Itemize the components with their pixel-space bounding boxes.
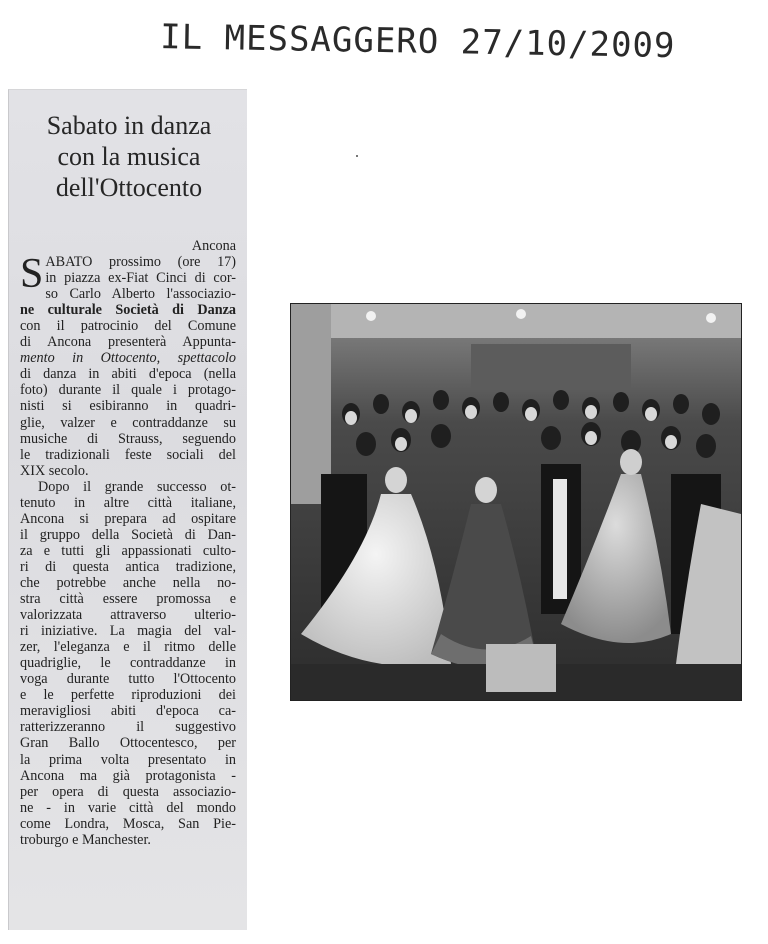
article-line: ne culturale Società di Danza [20, 302, 236, 319]
paper-speck [356, 155, 358, 157]
ceiling-light [516, 309, 526, 319]
article-line: con il patrocinio del Comune [20, 318, 236, 335]
article-headline [18, 110, 240, 203]
headline-line-1: Sabato in danza [46, 111, 212, 140]
headline-line-2: con la musica [57, 142, 201, 171]
article-line: per opera di questa associazio- [20, 783, 236, 800]
article-line: ABATO prossimo (ore 17) [45, 254, 236, 271]
article-line: Gran Ballo Ottocentesco, per [20, 735, 236, 752]
article-dateline: Ancona [191, 238, 236, 254]
article-line: za e tutti gli appassionati culto- [20, 542, 236, 559]
article-line: troburgo e Manchester. [20, 831, 151, 848]
article-line: la prima volta presentato in [20, 751, 236, 768]
article-line: XIX secolo. [20, 462, 89, 479]
dancer-face [620, 449, 642, 475]
article-line: so Carlo Alberto l'associazio- [45, 286, 236, 303]
article-line: zer, l'eleganza e il ritmo delle [20, 639, 236, 656]
article-line: meravigliosi abiti d'epoca ca- [20, 703, 236, 720]
article-line: voga durante tutto l'Ottocento [20, 671, 236, 688]
article-line: glie, valzer e contraddanze su [20, 414, 236, 431]
dancer-face [475, 477, 497, 503]
drop-cap: S [20, 251, 44, 298]
article-line: di Ancona presenterà Appunta- [20, 334, 236, 351]
article-line: musiche di Strauss, seguendo [20, 430, 236, 447]
floor-highlight [486, 644, 556, 692]
photo-illustration [291, 304, 741, 700]
article-line: ne - in varie città del mondo [20, 799, 236, 816]
handwritten-source-note: IL MESSAGGERO 27/10/2009 [159, 17, 676, 67]
article-line: le tradizionali feste sociali del [20, 446, 236, 463]
article-line: ri di questa antica tradizione, [20, 558, 236, 575]
article-line: mento in Ottocento, spettacolo [20, 350, 236, 367]
article-line: che potrebbe anche nella no- [20, 574, 236, 591]
article-line: valorizzata attraverso ulterio- [20, 607, 236, 624]
article-line: Ancona si prepara ad ospitare [20, 510, 236, 527]
article-line: Dopo il grande successo ot- [38, 478, 236, 495]
article-line: come Londra, Mosca, San Pie- [20, 815, 236, 832]
article-line: il gruppo della Società di Dan- [20, 526, 236, 543]
ceiling-light [366, 311, 376, 321]
ceiling [291, 304, 741, 338]
article-line: ri iniziative. La magia del val- [20, 623, 236, 640]
article-line: quadriglie, le contraddanze in [20, 655, 236, 672]
ceiling-light [706, 313, 716, 323]
ball-photograph [290, 303, 742, 701]
article-line: tenuto in altre città italiane, [20, 494, 236, 511]
article-line: di danza in abiti d'epoca (nella [20, 366, 236, 383]
article-line: Ancona ma già protagonista - [20, 767, 236, 784]
article-line: foto) durante il quale i protago- [20, 382, 236, 399]
article-line: nisti si esibiranno in quadri- [20, 398, 236, 415]
article-line: in piazza ex-Fiat Cinci di cor- [45, 270, 236, 287]
dancer-face [385, 467, 407, 493]
article-line: ratterizzeranno il suggestivo [20, 719, 236, 736]
shirt-front [553, 479, 567, 599]
article-line: stra città essere promossa e [20, 591, 236, 608]
back-stage [471, 344, 631, 390]
article-line: e le perfette riproduzioni dei [20, 687, 236, 704]
article-body [20, 238, 236, 848]
headline-line-3: dell'Ottocento [55, 173, 203, 202]
